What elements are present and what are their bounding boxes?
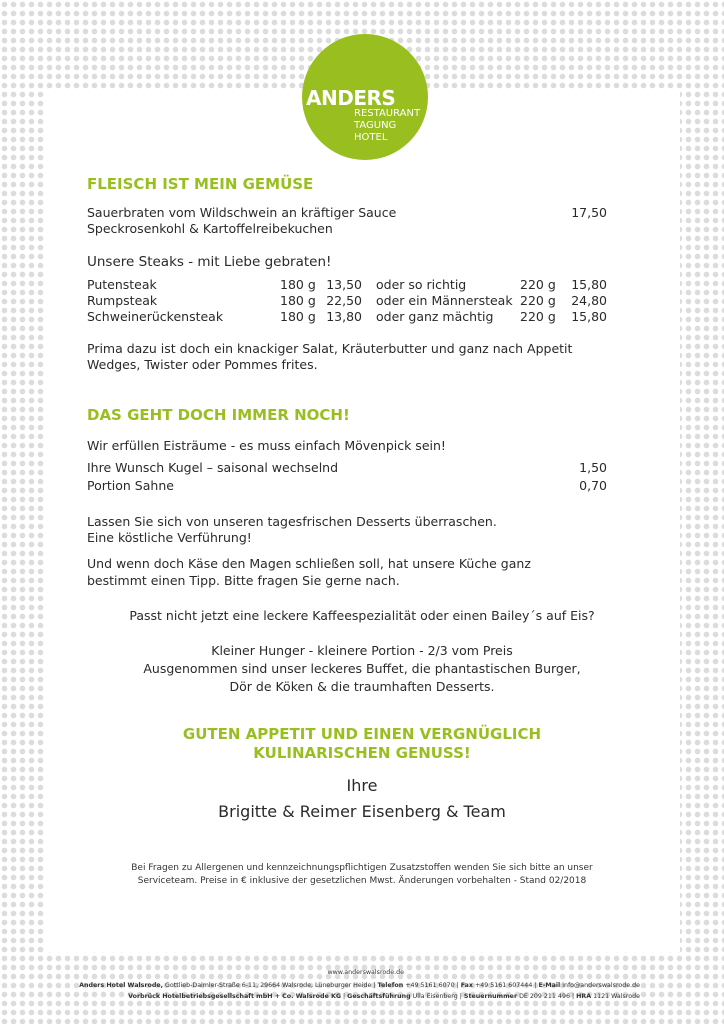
footer-contact-line [40,980,640,991]
footer-fax-label: Fax [460,982,473,989]
logo-line-hotel: HOTEL [354,132,388,143]
steak-alt-price: 24,80 [571,293,607,308]
footer-website[interactable]: www.anderswalsrode.de [327,969,404,976]
ice-item-name: Ihre Wunsch Kugel – saisonal wechselnd [87,460,339,475]
steak-alt-price: 15,80 [571,309,607,324]
steak-price: 22,50 [326,293,362,308]
section-title-meat: FLEISCH IST MEIN GEMÜSE [87,175,314,193]
cheese-line-1: Und wenn doch Käse den Magen schließen soll, hat unsere Küche ganz [87,556,531,571]
coffee-note: Passt nicht jetzt eine leckere Kaffeespezialität oder einen Bailey´s auf Eis? [129,608,595,623]
steak-name: Putensteak [87,277,157,292]
greeting: Ihre [346,776,378,795]
closing-line-1: GUTEN APPETIT UND EINEN VERGNÜGLICH [182,725,542,743]
steak-row [87,309,607,325]
steak-alt-price: 15,80 [571,277,607,292]
steak-alt-name: oder ein Männersteak [376,293,513,308]
ice-item-price: 1,50 [579,460,607,475]
allergen-note-line-1: Bei Fragen zu Allergenen und kennzeichnungspflichtigen Zusatzstoffen wenden Sie sich bitte an unser [131,863,593,873]
logo [302,34,428,160]
steak-alt-name: oder ganz mächtig [376,309,494,324]
steak-weight: 180 g [280,309,316,324]
logo-line-restaurant: RESTAURANT [354,108,421,119]
steak-price: 13,50 [326,277,362,292]
dessert-line-2: Eine köstliche Verführung! [87,530,252,545]
footer-email[interactable]: info@anderswalsrode.de [560,982,640,989]
signature: Brigitte & Reimer Eisenberg & Team [218,802,506,821]
steak-weight: 180 g [280,293,316,308]
sides-line-1: Prima dazu ist doch ein knackiger Salat, Kräuterbutter und ganz nach Appetit [87,341,573,356]
hunger-line-3: Dör de Köken & die traumhaften Desserts. [229,679,495,694]
footer-phone-label: Telefon [377,982,404,989]
steak-name: Schweinerückensteak [87,309,224,324]
footer-tax: DE 209 211 496 | [517,993,577,1000]
dish-line-1: Sauerbraten vom Wildschwein an kräftiger Sauce [87,205,397,220]
dessert-line-1: Lassen Sie sich von unseren tagesfrischen Desserts überraschen. [87,514,497,529]
steak-price: 13,80 [326,309,362,324]
footer-fax: +49 5161 607444 | [472,982,539,989]
cheese-line-2: bestimmt einen Tipp. Bitte fragen Sie gerne nach. [87,573,400,588]
steak-alt-weight: 220 g [520,293,556,308]
logo-line-tagung: TAGUNG [354,120,397,131]
steak-weight: 180 g [280,277,316,292]
ice-intro: Wir erfüllen Eisträume - es muss einfach Mövenpick sein! [87,438,446,453]
footer-manager: Ulla Eisenberg | [410,993,464,1000]
steak-alt-weight: 220 g [520,277,556,292]
closing-line-2: KULINARISCHEN GENUSS! [253,744,471,762]
footer-hra: 1121 Walsrode [591,993,640,1000]
footer-separator: | [341,993,348,1000]
footer-hra-label: HRA [576,993,592,1000]
footer-tax-label: Steuernummer [463,993,518,1000]
section-title-dessert: DAS GEHT DOCH IMMER NOCH! [87,406,350,424]
allergen-note-line-2: Serviceteam. Preise in € inklusive der gesetzlichen Mwst. Änderungen vorbehalten - Stand 02/2018 [137,876,587,886]
logo-name: ANDERS [306,86,396,110]
dish-line-2: Speckrosenkohl & Kartoffelreibekuchen [87,221,333,236]
ice-item-price: 0,70 [579,478,607,493]
steak-row [87,293,607,309]
steak-row [87,277,607,293]
hunger-line-2: Ausgenommen sind unser leckeres Buffet, die phantastischen Burger, [143,661,581,676]
hunger-line-1: Kleiner Hunger - kleinere Portion - 2/3 vom Preis [211,643,513,658]
footer-manager-label: Geschäftsführung [347,993,411,1000]
ice-item-name: Portion Sahne [87,478,174,493]
steak-name: Rumpsteak [87,293,158,308]
footer-company: Anders Hotel Walsrode, [79,982,164,989]
footer-address: Gottlieb-Daimler-Straße 6-11, 29664 Walsrode, Lüneburger Heide | [163,982,378,989]
footer-legal-line [40,991,640,1002]
steak-alt-weight: 220 g [520,309,556,324]
footer-legal-company: Vorbrück Hotelbetriebsgesellschaft mbH + Co. Walsrode KG [128,993,342,1000]
footer-email-label: E-Mail [538,982,561,989]
steaks-heading: Unsere Steaks - mit Liebe gebraten! [87,254,332,270]
dish-price: 17,50 [571,205,607,220]
sides-line-2: Wedges, Twister oder Pommes frites. [87,357,318,372]
logo-subtitle [354,108,426,144]
footer-phone: +49 5161 6070 | [403,982,461,989]
steak-alt-name: oder so richtig [376,277,467,292]
